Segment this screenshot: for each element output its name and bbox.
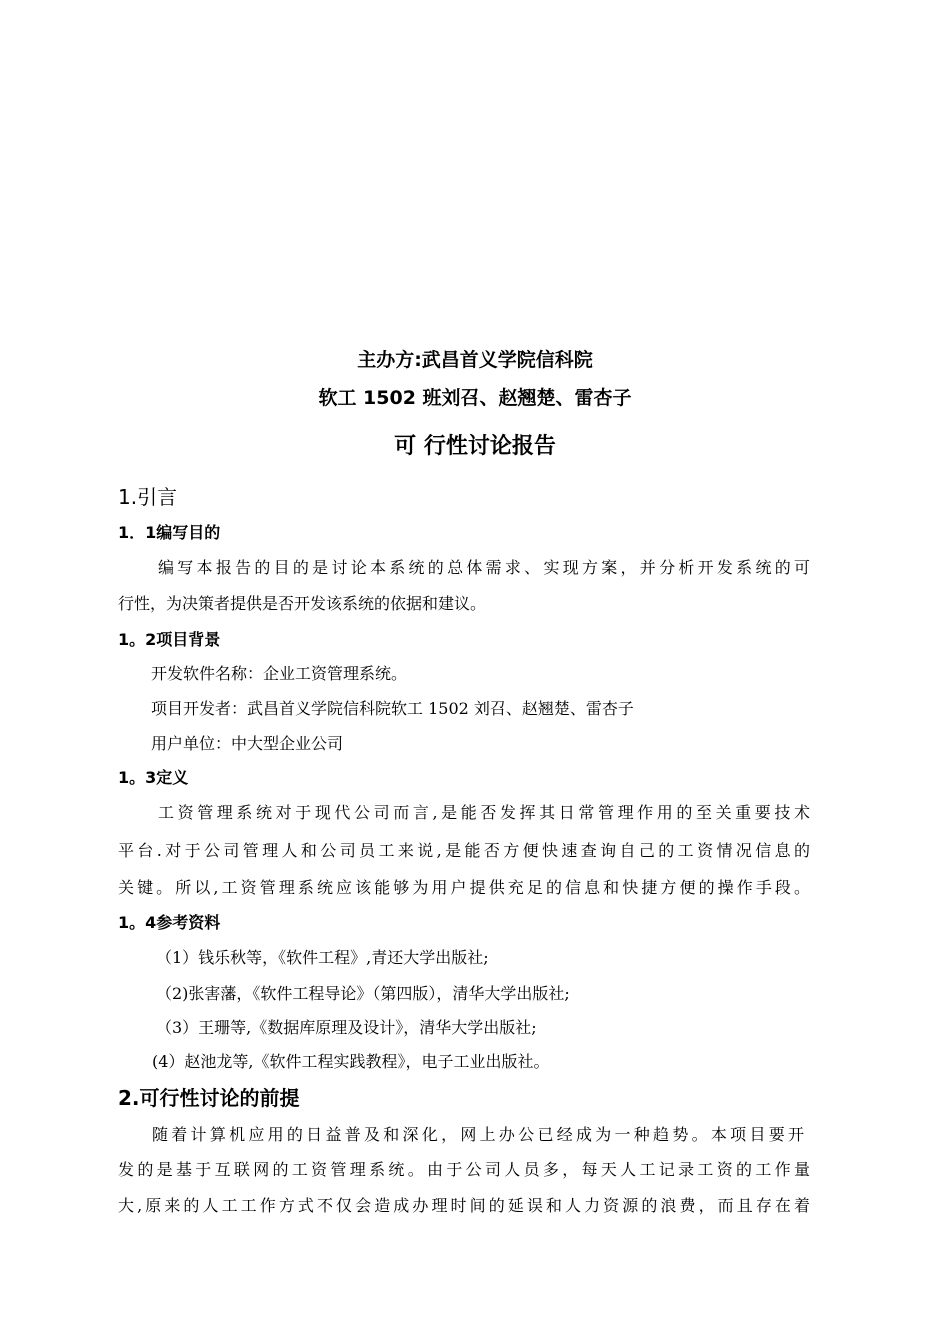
section-1-4-heading: 1。4参考资料 (118, 913, 221, 932)
developers-line: 项目开发者：武昌首义学院信科院软工 1502 刘召、赵翘楚、雷杏子 (151, 699, 634, 718)
section-1-1-paragraph-line: 编写本报告的目的是讨论本系统的总体需求、实现方案，并分析开发系统的可 (158, 558, 810, 577)
organizer-line: 主办方:武昌首义学院信科院 (357, 349, 593, 371)
section-1-3-heading: 1。3定义 (118, 768, 189, 787)
section-1-1-paragraph-line: 行性，为决策者提供是否开发该系统的依据和建议。 (118, 594, 487, 613)
section-1-3-paragraph-line: 关键。所以,工资管理系统应该能够为用户提供充足的信息和快捷方便的操作手段。 (118, 878, 810, 897)
user-unit-line: 用户单位：中大型企业公司 (151, 734, 344, 753)
software-name-line: 开发软件名称：企业工资管理系统。 (151, 664, 408, 683)
section-1-3-paragraph-line: 工资管理系统对于现代公司而言,是能否发挥其日常管理作用的至关重要技术 (158, 803, 810, 822)
section-2-paragraph-line: 随着计算机应用的日益普及和深化，网上办公已经成为一种趋势。本项目要开 (152, 1125, 804, 1144)
section-1-heading: 1.引言 (118, 485, 178, 509)
section-1-1-heading: 1．1编写目的 (118, 523, 221, 542)
section-2-heading: 2.可行性讨论的前提 (118, 1086, 300, 1110)
reference-item: （2)张害藩，《软件工程导论》（第四版），清华大学出版社; (156, 984, 570, 1003)
section-1-3-paragraph-line: 平台.对于公司管理人和公司员工来说,是能否方便快速查询自己的工资情况信息的 (118, 841, 810, 860)
reference-item: （3）王珊等,《数据库原理及设计》，清华大学出版社; (156, 1018, 537, 1037)
document-title: 可 行性讨论报告 (394, 434, 556, 459)
team-line: 软工 1502 班刘召、赵翘楚、雷杏子 (318, 387, 632, 409)
section-2-paragraph-line: 大,原来的人工工作方式不仅会造成办理时间的延误和人力资源的浪费，而且存在着 (118, 1196, 810, 1215)
section-2-paragraph-line: 发的是基于互联网的工资管理系统。由于公司人员多，每天人工记录工资的工作量 (118, 1160, 810, 1179)
reference-item: (4）赵池龙等,《软件工程实践教程》，电子工业出版社。 (152, 1052, 550, 1071)
reference-item: （1）钱乐秋等，《软件工程》,青还大学出版社; (156, 948, 489, 967)
section-1-2-heading: 1。2项目背景 (118, 630, 221, 649)
